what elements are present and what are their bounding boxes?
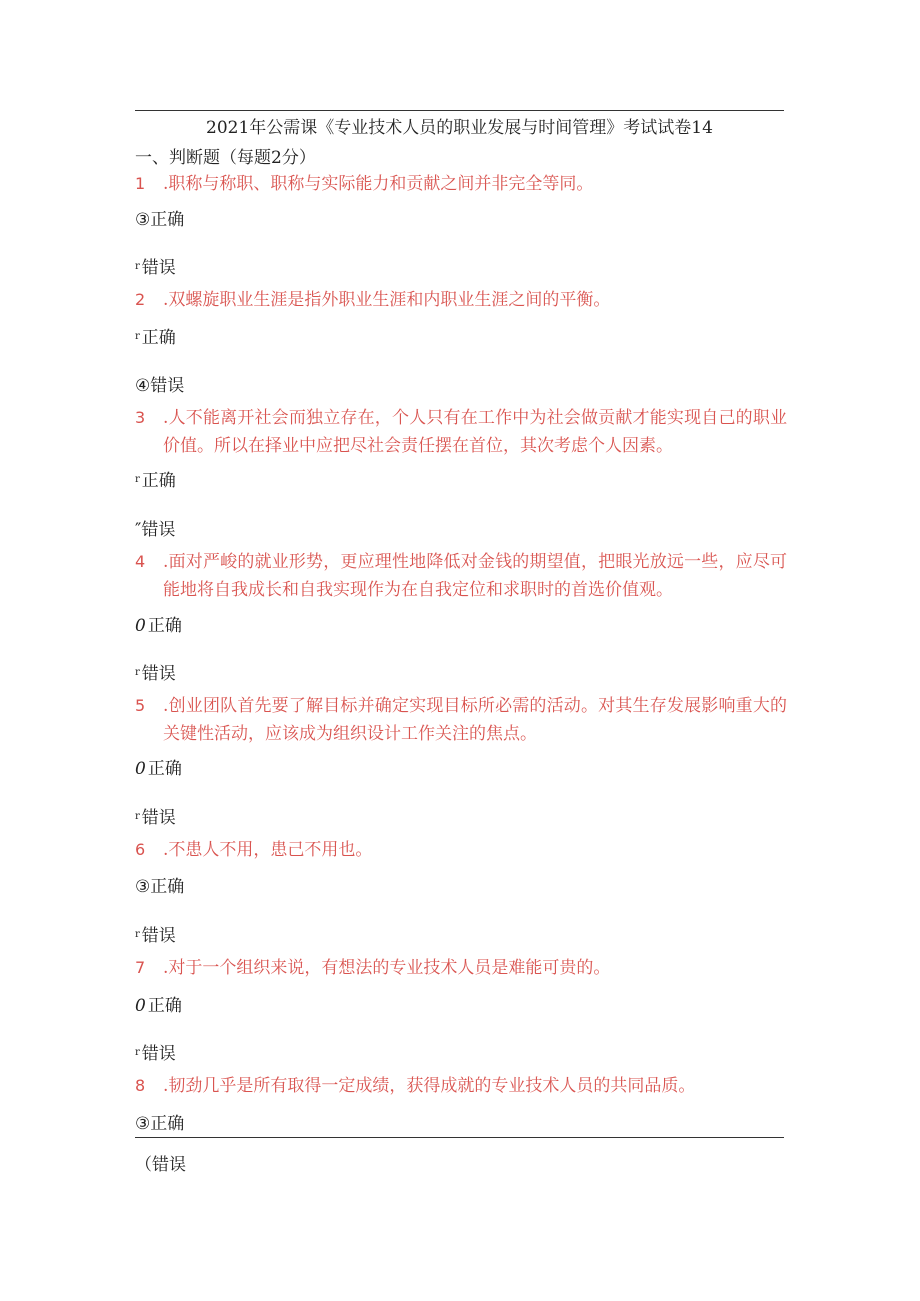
option-label: 错误 [150,376,185,396]
option-label: 错误 [141,520,176,540]
option-correct[interactable] [135,326,176,353]
question-text: .人不能离开社会而独立存在，个人只有在工作中为社会做贡献才能实现自己的职业价值。所以在择业中应把尽社会责任摆在首位，其次考虑个人因素。 [163,408,787,456]
option-correct[interactable] [135,469,176,496]
question-text: .韧劲几乎是所有取得一定成绩，获得成就的专业技术人员的共同品质。 [163,1076,696,1096]
option-label: 正确 [141,328,176,348]
radio-marker: ③ [135,1114,151,1134]
document-title: 2021年公需课《专业技术人员的职业发展与时间管理》考试试卷14 [206,118,713,138]
option-label: 正确 [150,210,185,230]
section-heading: 一、判断题（每题2分） [135,148,316,168]
radio-marker: 0 [135,759,146,779]
option-correct[interactable] [135,875,184,899]
option-label: 错误 [141,258,176,278]
radio-marker: 0 [135,616,146,636]
question-number: 8 [135,1076,146,1095]
radio-marker: （ [135,1155,152,1175]
option-wrong[interactable] [135,374,184,398]
radio-marker: ④ [135,376,151,396]
header-rule [135,110,784,111]
option-correct[interactable] [135,757,182,781]
option-label: 正确 [141,471,176,491]
radio-marker: ″ [135,520,142,540]
option-label: 正确 [147,616,182,636]
radio-marker: r [135,474,140,485]
radio-marker: r [135,331,140,342]
option-correct[interactable] [135,1112,184,1136]
radio-marker: r [135,929,140,940]
option-wrong[interactable] [135,1153,186,1177]
question-number: 7 [135,958,146,977]
option-wrong[interactable] [135,518,175,542]
question-text: .职称与称职、职称与实际能力和贡献之间并非完全等同。 [163,174,594,194]
footer-rule [135,1137,784,1138]
question-5 [135,692,787,748]
option-label: 错误 [141,808,176,828]
question-number: 1 [135,174,146,193]
option-wrong[interactable] [135,662,176,689]
question-number: 2 [135,290,146,309]
question-number: 4 [135,552,146,571]
question-text: .不患人不用，患己不用也。 [163,840,373,860]
radio-marker: r [135,667,140,678]
radio-marker: ③ [135,877,151,897]
question-text: .创业团队首先要了解目标并确定实现目标所必需的活动。对其生存发展影响重大的关键性活动，应该成为组织设计工作关注的焦点。 [163,696,787,744]
question-number: 5 [135,696,146,715]
radio-marker: r [135,1047,140,1058]
question-number: 3 [135,408,146,427]
option-label: 正确 [150,1114,185,1134]
option-correct[interactable] [135,994,182,1018]
option-label: 错误 [152,1155,186,1175]
option-wrong[interactable] [135,924,176,951]
question-1 [135,170,787,198]
option-label: 正确 [150,877,185,897]
question-text: .对于一个组织来说，有想法的专业技术人员是难能可贵的。 [163,958,611,978]
question-text: .面对严峻的就业形势，更应理性地降低对金钱的期望值，把眼光放远一些，应尽可能地将自我成长和自我实现作为在自我定位和求职时的首选价值观。 [163,552,787,600]
option-label: 错误 [141,664,176,684]
question-8 [135,1072,787,1100]
option-correct[interactable] [135,614,182,638]
option-label: 错误 [141,926,176,946]
radio-marker: r [135,261,140,272]
question-6 [135,836,787,864]
radio-marker: 0 [135,996,146,1016]
option-label: 正确 [147,759,182,779]
option-correct[interactable] [135,208,184,232]
question-7 [135,954,787,982]
option-wrong[interactable] [135,806,176,833]
option-label: 正确 [147,996,182,1016]
option-wrong[interactable] [135,1042,176,1069]
question-3 [135,404,787,460]
radio-marker: ③ [135,210,151,230]
option-wrong[interactable] [135,256,176,283]
question-text: .双螺旋职业生涯是指外职业生涯和内职业生涯之间的平衡。 [163,290,611,310]
radio-marker: r [135,811,140,822]
question-4 [135,548,787,604]
question-number: 6 [135,840,146,859]
option-label: 错误 [141,1044,176,1064]
question-2 [135,286,787,314]
